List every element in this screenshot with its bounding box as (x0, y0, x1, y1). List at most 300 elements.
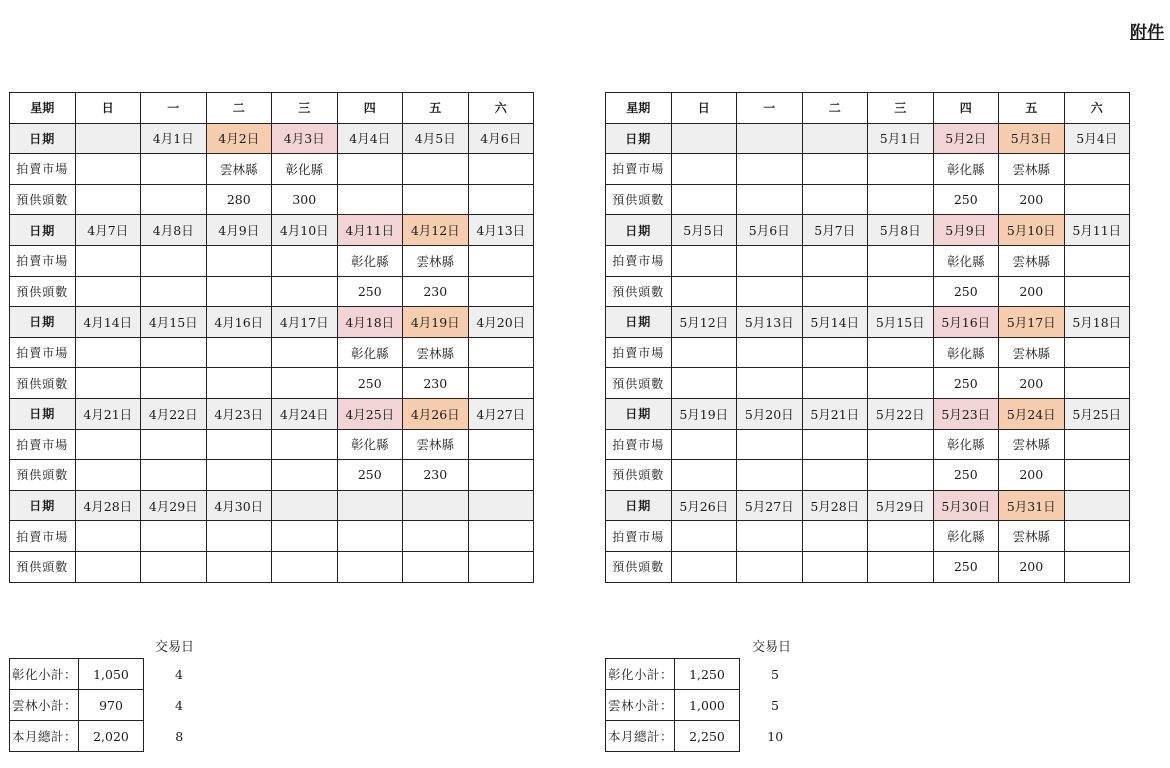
market-cell: 彰化縣 (933, 154, 999, 185)
supply-cell (403, 184, 469, 215)
april-trading-days-caption: 交易日 (155, 640, 195, 655)
market-row (10, 337, 534, 368)
supply-cell (403, 551, 469, 582)
supply-cell (206, 551, 272, 582)
date-cell: 4月2日 (206, 123, 272, 154)
date-cell: 5月5日 (671, 215, 737, 246)
supply-cell: 250 (933, 551, 999, 582)
market-cell: 雲林縣 (403, 337, 469, 368)
date-cell: 5月23日 (933, 398, 999, 429)
market-cell (141, 521, 207, 552)
supply-cell (468, 276, 534, 307)
may-trading-days-caption: 交易日 (752, 640, 792, 655)
market-row-label: 拍賣市場 (606, 429, 672, 460)
market-cell (737, 154, 803, 185)
market-cell (337, 521, 403, 552)
market-cell (671, 429, 737, 460)
supply-cell (468, 551, 534, 582)
market-cell (206, 245, 272, 276)
market-cell (403, 521, 469, 552)
date-cell: 4月5日 (403, 123, 469, 154)
market-row-label: 拍賣市場 (10, 154, 76, 185)
supply-cell: 280 (206, 184, 272, 215)
supply-cell (75, 551, 141, 582)
date-cell: 4月28日 (75, 490, 141, 521)
weekday-header-cell: 四 (337, 93, 403, 124)
market-cell: 彰化縣 (272, 154, 338, 185)
supply-cell (1064, 276, 1130, 307)
date-cell (75, 123, 141, 154)
supply-cell: 200 (999, 184, 1065, 215)
market-cell (868, 245, 934, 276)
date-cell (403, 490, 469, 521)
date-cell: 4月4日 (337, 123, 403, 154)
date-cell: 5月7日 (802, 215, 868, 246)
market-cell (206, 429, 272, 460)
market-row (606, 429, 1130, 460)
supply-cell (468, 368, 534, 399)
date-cell: 5月30日 (933, 490, 999, 521)
market-row (10, 154, 534, 185)
attachment-label: 附件 (1130, 23, 1164, 43)
date-cell: 5月16日 (933, 307, 999, 338)
date-cell: 5月9日 (933, 215, 999, 246)
market-cell (868, 521, 934, 552)
weekday-header-row (606, 93, 1130, 124)
market-cell (272, 429, 338, 460)
supply-cell (868, 551, 934, 582)
supply-cell: 300 (272, 184, 338, 215)
market-cell (468, 245, 534, 276)
supply-cell (468, 184, 534, 215)
date-cell: 4月18日 (337, 307, 403, 338)
supply-cell (75, 184, 141, 215)
market-cell: 彰化縣 (933, 337, 999, 368)
market-cell (1064, 337, 1130, 368)
supply-cell (737, 276, 803, 307)
date-row (606, 490, 1130, 521)
date-cell: 5月8日 (868, 215, 934, 246)
weekday-header-cell: 一 (141, 93, 207, 124)
date-cell: 5月1日 (868, 123, 934, 154)
april-summary-table (9, 658, 215, 752)
market-cell (737, 245, 803, 276)
market-row (10, 245, 534, 276)
date-row-label: 日期 (606, 307, 672, 338)
supply-row-label: 預供頭數 (606, 184, 672, 215)
date-cell: 4月10日 (272, 215, 338, 246)
supply-cell (141, 184, 207, 215)
market-cell (337, 154, 403, 185)
date-row-label: 日期 (10, 490, 76, 521)
market-cell (868, 337, 934, 368)
market-cell (272, 245, 338, 276)
supply-cell: 200 (999, 276, 1065, 307)
market-row-label: 拍賣市場 (606, 337, 672, 368)
supply-cell (868, 276, 934, 307)
weekday-header-label: 星期 (606, 93, 672, 124)
supply-cell (671, 276, 737, 307)
supply-cell (671, 368, 737, 399)
summary-value: 970 (79, 690, 144, 721)
supply-row-label: 預供頭數 (10, 460, 76, 491)
market-cell (671, 245, 737, 276)
weekday-header-cell: 日 (75, 93, 141, 124)
market-cell: 雲林縣 (999, 245, 1065, 276)
date-row (10, 490, 534, 521)
supply-cell (868, 460, 934, 491)
supply-cell (272, 460, 338, 491)
supply-cell (337, 184, 403, 215)
date-cell: 4月30日 (206, 490, 272, 521)
supply-cell (802, 368, 868, 399)
market-cell (75, 429, 141, 460)
market-cell (468, 521, 534, 552)
supply-cell: 200 (999, 551, 1065, 582)
market-cell (141, 429, 207, 460)
date-cell: 5月15日 (868, 307, 934, 338)
market-row (606, 337, 1130, 368)
date-cell: 4月3日 (272, 123, 338, 154)
market-cell (141, 337, 207, 368)
market-row (10, 429, 534, 460)
market-row-label: 拍賣市場 (606, 521, 672, 552)
supply-cell (868, 184, 934, 215)
date-row (10, 398, 534, 429)
supply-cell (272, 368, 338, 399)
date-row-label: 日期 (10, 215, 76, 246)
date-cell (737, 123, 803, 154)
date-cell: 5月4日 (1064, 123, 1130, 154)
summary-row (606, 721, 811, 752)
date-cell: 5月17日 (999, 307, 1065, 338)
date-cell: 5月3日 (999, 123, 1065, 154)
date-cell (1064, 490, 1130, 521)
supply-cell (206, 276, 272, 307)
supply-row-label: 預供頭數 (606, 276, 672, 307)
summary-label: 本月總計： (10, 721, 79, 752)
date-row (606, 307, 1130, 338)
market-cell (206, 337, 272, 368)
supply-row (606, 276, 1130, 307)
market-cell (1064, 245, 1130, 276)
summary-row (10, 659, 215, 690)
date-cell: 4月24日 (272, 398, 338, 429)
date-row-label: 日期 (606, 123, 672, 154)
market-cell (671, 337, 737, 368)
supply-cell (868, 368, 934, 399)
summary-value: 2,020 (79, 721, 144, 752)
date-row-label: 日期 (606, 215, 672, 246)
market-row-label: 拍賣市場 (10, 245, 76, 276)
date-cell: 5月18日 (1064, 307, 1130, 338)
summary-label: 雲林小計： (10, 690, 79, 721)
supply-cell (75, 368, 141, 399)
market-row-label: 拍賣市場 (10, 429, 76, 460)
supply-cell (737, 460, 803, 491)
date-cell: 5月27日 (737, 490, 803, 521)
date-row (10, 215, 534, 246)
summary-value: 1,050 (79, 659, 144, 690)
market-cell (737, 337, 803, 368)
date-cell: 5月20日 (737, 398, 803, 429)
supply-cell (468, 460, 534, 491)
market-row (10, 521, 534, 552)
date-row-label: 日期 (606, 490, 672, 521)
summary-trading-days: 4 (175, 666, 183, 682)
market-cell (141, 154, 207, 185)
supply-row (606, 460, 1130, 491)
supply-cell: 250 (933, 184, 999, 215)
date-cell: 4月16日 (206, 307, 272, 338)
supply-cell (671, 460, 737, 491)
date-cell: 4月11日 (337, 215, 403, 246)
supply-cell (206, 460, 272, 491)
supply-cell (141, 551, 207, 582)
market-cell (75, 154, 141, 185)
date-cell: 5月2日 (933, 123, 999, 154)
market-cell (737, 429, 803, 460)
supply-cell (802, 184, 868, 215)
supply-cell: 200 (999, 460, 1065, 491)
summary-trading-days: 5 (771, 697, 779, 713)
supply-cell: 250 (933, 460, 999, 491)
market-cell (671, 521, 737, 552)
weekday-header-cell: 五 (999, 93, 1065, 124)
market-row (606, 154, 1130, 185)
date-cell: 4月9日 (206, 215, 272, 246)
date-cell: 4月25日 (337, 398, 403, 429)
supply-row-label: 預供頭數 (10, 184, 76, 215)
summary-row (606, 659, 811, 690)
supply-cell: 250 (933, 368, 999, 399)
date-cell: 4月23日 (206, 398, 272, 429)
market-cell: 彰化縣 (933, 429, 999, 460)
market-cell (1064, 154, 1130, 185)
market-row-label: 拍賣市場 (606, 245, 672, 276)
market-row (606, 245, 1130, 276)
date-cell: 4月15日 (141, 307, 207, 338)
date-row-label: 日期 (10, 398, 76, 429)
date-cell: 4月13日 (468, 215, 534, 246)
supply-cell: 230 (403, 460, 469, 491)
date-cell: 5月13日 (737, 307, 803, 338)
summary-value: 1,250 (675, 659, 740, 690)
supply-row-label: 預供頭數 (606, 551, 672, 582)
supply-cell (206, 368, 272, 399)
supply-cell (1064, 184, 1130, 215)
summary-label: 彰化小計： (10, 659, 79, 690)
supply-cell (337, 551, 403, 582)
market-cell (206, 521, 272, 552)
supply-cell: 250 (337, 368, 403, 399)
date-cell: 4月21日 (75, 398, 141, 429)
supply-cell (737, 184, 803, 215)
supply-cell (272, 276, 338, 307)
supply-row-label: 預供頭數 (10, 551, 76, 582)
supply-cell (802, 460, 868, 491)
date-row (606, 398, 1130, 429)
may-calendar-table (605, 92, 1130, 583)
supply-cell (671, 551, 737, 582)
date-cell (337, 490, 403, 521)
date-cell: 5月19日 (671, 398, 737, 429)
date-cell: 4月19日 (403, 307, 469, 338)
date-cell: 5月11日 (1064, 215, 1130, 246)
date-cell: 4月14日 (75, 307, 141, 338)
supply-row (10, 184, 534, 215)
weekday-header-cell: 日 (671, 93, 737, 124)
date-cell: 4月27日 (468, 398, 534, 429)
market-cell: 彰化縣 (337, 429, 403, 460)
date-cell (802, 123, 868, 154)
supply-cell (1064, 460, 1130, 491)
supply-cell (802, 551, 868, 582)
market-cell: 雲林縣 (999, 154, 1065, 185)
market-cell: 彰化縣 (337, 337, 403, 368)
date-cell: 4月26日 (403, 398, 469, 429)
supply-cell (1064, 551, 1130, 582)
date-cell: 4月8日 (141, 215, 207, 246)
supply-row (10, 460, 534, 491)
supply-cell (141, 368, 207, 399)
market-row-label: 拍賣市場 (606, 154, 672, 185)
date-row (606, 215, 1130, 246)
date-cell (671, 123, 737, 154)
date-cell: 5月24日 (999, 398, 1065, 429)
date-cell (272, 490, 338, 521)
date-cell: 5月26日 (671, 490, 737, 521)
supply-row (10, 551, 534, 582)
supply-cell: 230 (403, 368, 469, 399)
market-cell (468, 154, 534, 185)
date-cell: 5月25日 (1064, 398, 1130, 429)
date-cell: 5月22日 (868, 398, 934, 429)
supply-row (10, 368, 534, 399)
date-row-label: 日期 (10, 123, 76, 154)
market-cell: 雲林縣 (999, 337, 1065, 368)
market-cell (272, 337, 338, 368)
supply-cell (272, 551, 338, 582)
market-cell (802, 429, 868, 460)
market-cell (737, 521, 803, 552)
date-row (10, 123, 534, 154)
weekday-header-cell: 四 (933, 93, 999, 124)
market-cell (75, 337, 141, 368)
summary-label: 本月總計： (606, 721, 675, 752)
market-cell: 彰化縣 (933, 521, 999, 552)
summary-value: 2,250 (675, 721, 740, 752)
date-cell: 5月14日 (802, 307, 868, 338)
date-row-label: 日期 (10, 307, 76, 338)
may-summary-table (605, 658, 811, 752)
market-cell: 彰化縣 (933, 245, 999, 276)
date-cell: 5月10日 (999, 215, 1065, 246)
supply-row-label: 預供頭數 (10, 276, 76, 307)
date-cell: 5月12日 (671, 307, 737, 338)
date-cell: 4月17日 (272, 307, 338, 338)
summary-trading-days: 10 (767, 728, 784, 744)
date-row-label: 日期 (606, 398, 672, 429)
summary-trading-days: 8 (175, 728, 184, 744)
market-cell (468, 429, 534, 460)
market-cell (868, 154, 934, 185)
supply-cell: 200 (999, 368, 1065, 399)
weekday-header-cell: 一 (737, 93, 803, 124)
weekday-header-cell: 二 (206, 93, 272, 124)
supply-cell (75, 460, 141, 491)
weekday-header-cell: 三 (272, 93, 338, 124)
supply-cell (141, 460, 207, 491)
supply-row (606, 551, 1130, 582)
market-cell: 彰化縣 (337, 245, 403, 276)
market-cell (802, 245, 868, 276)
supply-cell (737, 368, 803, 399)
supply-cell: 230 (403, 276, 469, 307)
supply-cell (802, 276, 868, 307)
date-cell: 4月29日 (141, 490, 207, 521)
date-cell: 4月20日 (468, 307, 534, 338)
supply-cell (1064, 368, 1130, 399)
supply-row-label: 預供頭數 (606, 460, 672, 491)
summary-label: 雲林小計： (606, 690, 675, 721)
weekday-header-label: 星期 (10, 93, 76, 124)
date-cell: 5月28日 (802, 490, 868, 521)
supply-row-label: 預供頭數 (606, 368, 672, 399)
date-cell: 5月31日 (999, 490, 1065, 521)
supply-cell: 250 (337, 276, 403, 307)
market-cell (671, 154, 737, 185)
market-row-label: 拍賣市場 (10, 337, 76, 368)
date-cell: 5月29日 (868, 490, 934, 521)
date-cell: 4月6日 (468, 123, 534, 154)
summary-trading-days: 4 (175, 697, 183, 713)
market-cell (1064, 521, 1130, 552)
market-cell: 雲林縣 (403, 245, 469, 276)
summary-value: 1,000 (675, 690, 740, 721)
weekday-header-row (10, 93, 534, 124)
market-cell (1064, 429, 1130, 460)
date-cell (468, 490, 534, 521)
weekday-header-cell: 五 (403, 93, 469, 124)
market-row (606, 521, 1130, 552)
supply-row-label: 預供頭數 (10, 368, 76, 399)
market-cell: 雲林縣 (999, 429, 1065, 460)
date-cell: 4月12日 (403, 215, 469, 246)
market-cell (802, 154, 868, 185)
date-cell: 4月1日 (141, 123, 207, 154)
weekday-header-cell: 六 (468, 93, 534, 124)
market-cell: 雲林縣 (999, 521, 1065, 552)
market-cell (403, 154, 469, 185)
market-cell (272, 521, 338, 552)
supply-cell (737, 551, 803, 582)
date-row (10, 307, 534, 338)
supply-cell (671, 184, 737, 215)
supply-cell (141, 276, 207, 307)
supply-row (606, 184, 1130, 215)
market-cell (75, 521, 141, 552)
market-cell: 雲林縣 (403, 429, 469, 460)
market-cell (141, 245, 207, 276)
supply-cell: 250 (337, 460, 403, 491)
summary-row (606, 690, 811, 721)
date-cell: 4月22日 (141, 398, 207, 429)
supply-row (10, 276, 534, 307)
weekday-header-cell: 二 (802, 93, 868, 124)
market-cell (802, 337, 868, 368)
april-calendar-table (9, 92, 534, 583)
